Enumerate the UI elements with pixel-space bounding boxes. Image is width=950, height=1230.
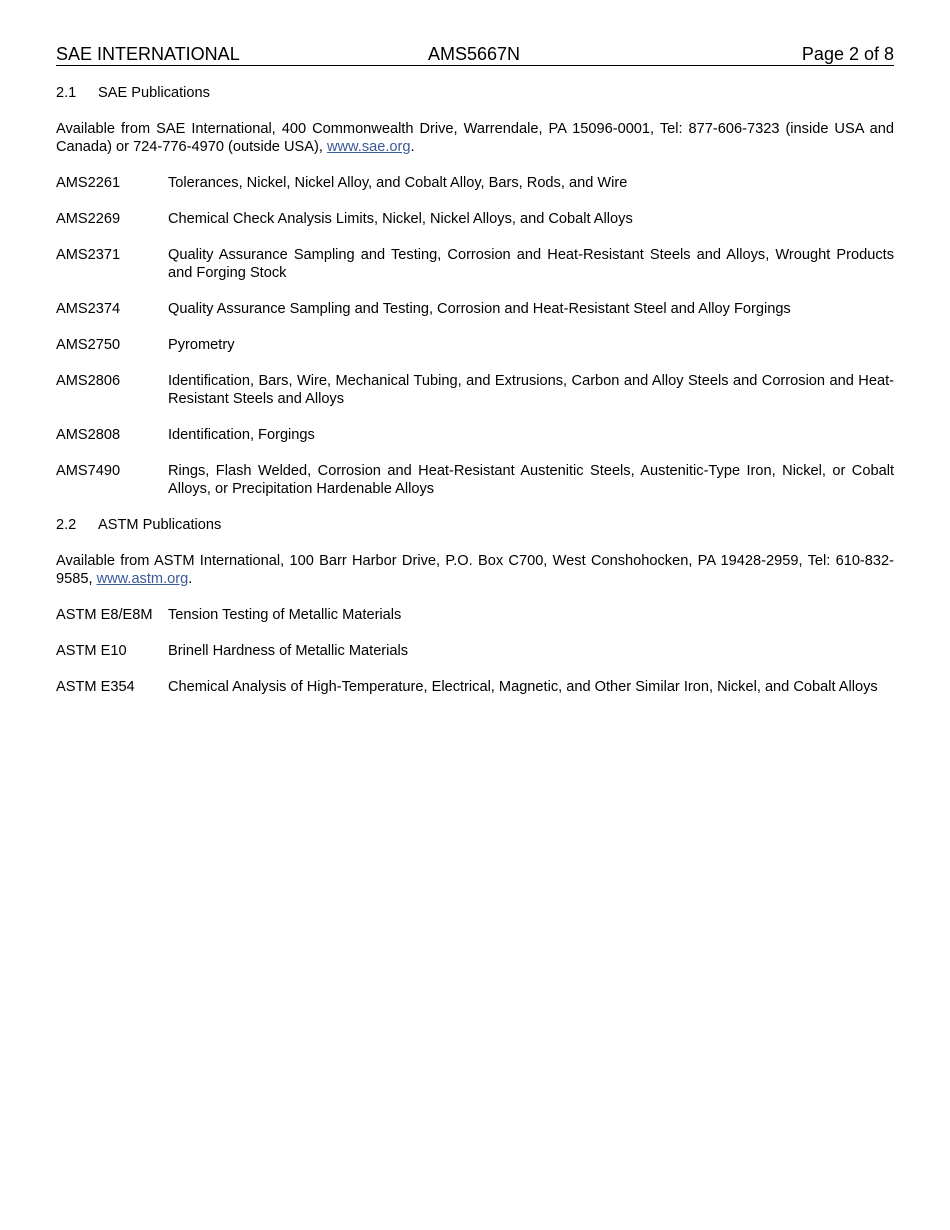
document-body bbox=[56, 84, 894, 714]
reference-code: ASTM E354 bbox=[56, 679, 135, 695]
section-number: 2.1 bbox=[56, 85, 77, 101]
reference-entry bbox=[56, 462, 894, 498]
reference-entry bbox=[56, 210, 894, 228]
reference-entry bbox=[56, 426, 894, 444]
reference-code: AMS2371 bbox=[56, 247, 121, 263]
sae-website-link[interactable]: www.sae.org bbox=[326, 139, 411, 155]
reference-code: AMS7490 bbox=[56, 463, 121, 479]
reference-description: Pyrometry bbox=[168, 337, 235, 353]
reference-code: AMS2750 bbox=[56, 337, 121, 353]
page-header bbox=[56, 44, 894, 66]
reference-description: Tension Testing of Metallic Materials bbox=[168, 607, 402, 623]
reference-entry bbox=[56, 246, 894, 282]
header-document-number: AMS5667N bbox=[428, 44, 521, 64]
reference-code: AMS2808 bbox=[56, 427, 121, 443]
reference-entry bbox=[56, 300, 894, 318]
reference-entry bbox=[56, 642, 894, 660]
reference-entry bbox=[56, 336, 894, 354]
section-heading-sae bbox=[56, 84, 894, 102]
reference-description: Tolerances, Nickel, Nickel Alloy, and Cobalt Alloy, Bars, Rods, and Wire bbox=[168, 175, 628, 191]
reference-entry bbox=[56, 372, 894, 408]
section-title: ASTM Publications bbox=[98, 517, 222, 533]
reference-description: Quality Assurance Sampling and Testing, Corrosion and Heat-Resistant Steel and Alloy Forgings bbox=[168, 301, 791, 317]
reference-description: Quality Assurance Sampling and Testing, Corrosion and Heat-Resistant Steels and Alloys, Wrought Products and Forging Stock bbox=[168, 247, 894, 281]
reference-code: AMS2374 bbox=[56, 301, 121, 317]
reference-code: ASTM E10 bbox=[56, 643, 127, 659]
reference-entry bbox=[56, 174, 894, 192]
section-heading-astm bbox=[56, 516, 894, 534]
reference-description: Brinell Hardness of Metallic Materials bbox=[168, 643, 409, 659]
reference-description: Identification, Forgings bbox=[168, 427, 315, 443]
section-number: 2.2 bbox=[56, 517, 77, 533]
reference-code: AMS2269 bbox=[56, 211, 121, 227]
reference-description: Chemical Analysis of High-Temperature, Electrical, Magnetic, and Other Similar Iron, Nickel, and Cobalt Alloys bbox=[168, 679, 878, 695]
astm-availability-paragraph: Available from ASTM International, 100 Barr Harbor Drive, P.O. Box C700, West Conshohocken, PA 19428-2959, Tel: 610-832-9585, www.astm.org. bbox=[56, 553, 894, 587]
header-organization: SAE INTERNATIONAL bbox=[56, 44, 240, 64]
section-title: SAE Publications bbox=[98, 85, 210, 101]
reference-entry bbox=[56, 606, 894, 624]
reference-code: AMS2261 bbox=[56, 175, 121, 191]
availability-text: Available from ASTM International, 100 Barr Harbor Drive, P.O. Box C700, West Conshohocken, PA 19428-2959, Tel: 610-832-9585, bbox=[56, 553, 894, 587]
reference-code: AMS2806 bbox=[56, 373, 121, 389]
reference-description: Rings, Flash Welded, Corrosion and Heat-Resistant Austenitic Steels, Austenitic-Type Iron, Nickel, or Cobalt Alloys, or Precipitation Hardenable Alloys bbox=[168, 463, 894, 497]
reference-entry bbox=[56, 678, 894, 696]
astm-website-link[interactable]: www.astm.org bbox=[96, 571, 189, 587]
header-page-number: Page 2 of 8 bbox=[801, 44, 894, 64]
availability-text: Available from SAE International, 400 Commonwealth Drive, Warrendale, PA 15096-0001, Tel: 877-606-7323 (inside USA and Canada) or 724-776-4970 (outside USA), bbox=[56, 121, 894, 155]
reference-description: Identification, Bars, Wire, Mechanical Tubing, and Extrusions, Carbon and Alloy Steels and Corrosion and Heat-Resistant Steels and Alloys bbox=[168, 373, 894, 407]
sae-availability-paragraph: Available from SAE International, 400 Commonwealth Drive, Warrendale, PA 15096-0001, Tel: 877-606-7323 (inside USA and Canada) or 724-776-4970 (outside USA), www.sae.org. bbox=[56, 121, 894, 155]
reference-code: ASTM E8/E8M bbox=[56, 607, 153, 623]
reference-description: Chemical Check Analysis Limits, Nickel, Nickel Alloys, and Cobalt Alloys bbox=[168, 211, 633, 227]
